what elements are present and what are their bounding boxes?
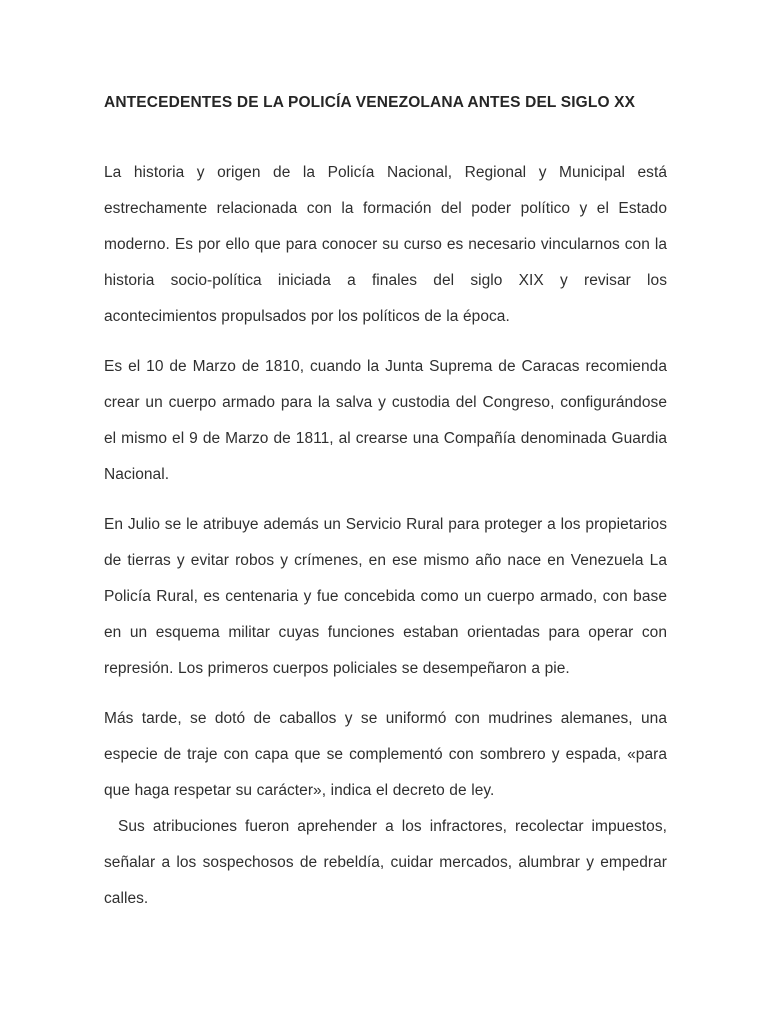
paragraph-4: Más tarde, se dotó de caballos y se uniformó con mudrines alemanes, una especie de traje con capa que se complementó con sombrero y espada, «para que haga respetar su carácter», indica el decreto de ley. xyxy=(104,710,667,799)
paragraph-5: Sus atribuciones fueron aprehender a los infractores, recolectar impuestos, señalar a los sospechosos de rebeldía, cuidar mercados, alumbrar y empedrar calles. xyxy=(104,818,667,907)
paragraph-3: En Julio se le atribuye además un Servicio Rural para proteger a los propietarios de tierras y evitar robos y crímenes, en ese mismo año nace en Venezuela La Policía Rural, es centenaria y fue concebida como un cuerpo armado, con base en un esquema militar cuyas funciones estaban orientadas para operar con represión. Los primeros cuerpos policiales se desempeñaron a pie. xyxy=(104,516,667,677)
spacer-paragraph-1 xyxy=(104,335,667,349)
paragraph-2: Es el 10 de Marzo de 1810, cuando la Junta Suprema de Caracas recomienda crear un cuerpo armado para la salva y custodia del Congreso, configurándose el mismo el 9 de Marzo de 1811, al crearse una Compañía denominada Guardia Nacional. xyxy=(104,358,667,483)
document-text-body xyxy=(104,86,667,917)
spacer-paragraph-2 xyxy=(104,493,667,507)
spacer-paragraph-3 xyxy=(104,687,667,701)
page-title: ANTECEDENTES DE LA POLICÍA VENEZOLANA ANTES DEL SIGLO XX xyxy=(104,94,636,111)
spacer-after-title xyxy=(104,119,667,155)
paragraph-1: La historia y origen de la Policía Nacional, Regional y Municipal está estrechamente relacionada con la formación del poder político y el Estado moderno. Es por ello que para conocer su curso es necesario vincularnos con la historia socio-política iniciada a finales del siglo XIX y revisar los acontecimientos propulsados por los políticos de la época. xyxy=(104,164,667,325)
